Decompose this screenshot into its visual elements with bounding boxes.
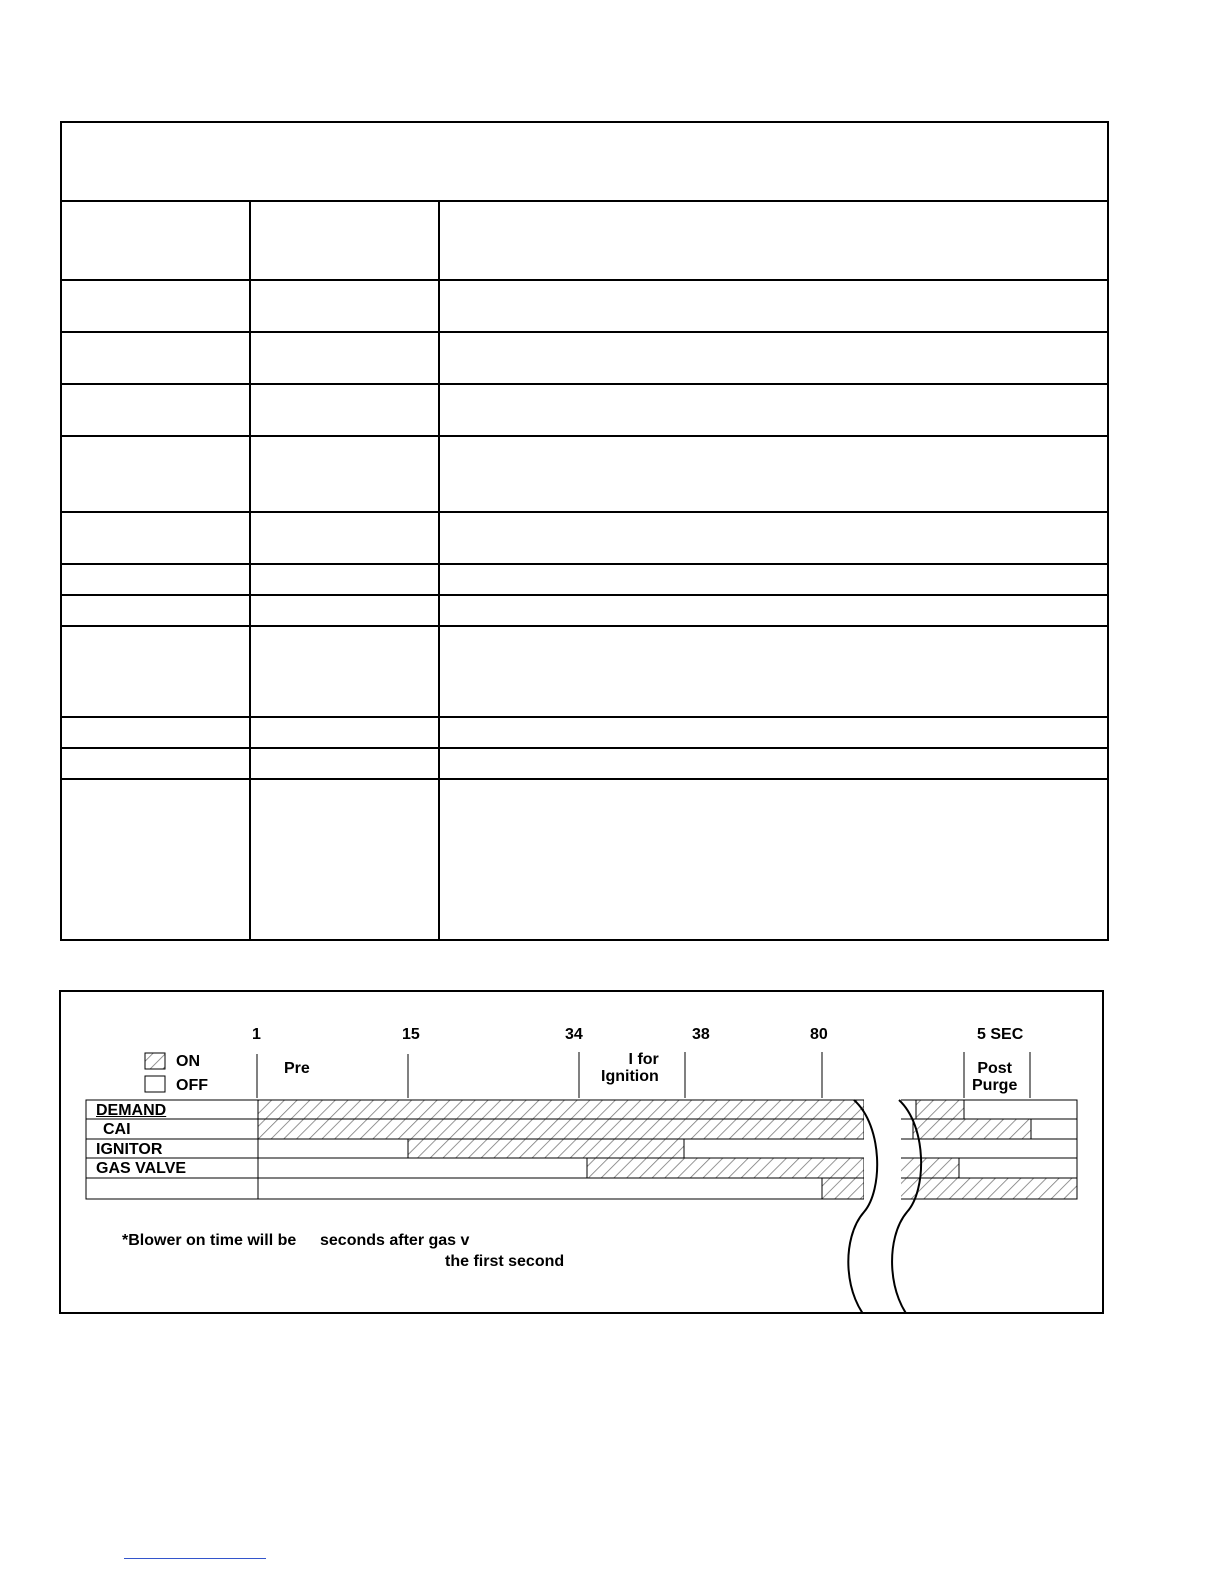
- table-cell: [61, 595, 250, 626]
- phase-trial-label-line1: I for: [628, 1051, 659, 1068]
- table-row: [61, 595, 1108, 626]
- table-cell: [61, 512, 250, 564]
- table-row: [61, 564, 1108, 595]
- table-cell: [439, 626, 1108, 717]
- footer-link-underline[interactable]: [124, 1558, 266, 1559]
- table-cell: [250, 626, 439, 717]
- row-label-demand: DEMAND: [96, 1102, 167, 1119]
- timing-diagram: [59, 990, 1104, 1314]
- table-cell: [61, 332, 250, 384]
- phase-post-purge-line2: Purge: [972, 1077, 1018, 1094]
- table-cell: [61, 564, 250, 595]
- tick-label-5-sec: 5 SEC: [977, 1026, 1024, 1043]
- legend-on-label: ON: [176, 1053, 200, 1070]
- phase-post-purge-label: [972, 1060, 1017, 1094]
- tick-label-1: 1: [252, 1026, 261, 1043]
- phase-trial-label: [601, 1051, 659, 1085]
- table-cell: [250, 512, 439, 564]
- table-row: [61, 201, 1108, 280]
- cai-on-bar: [258, 1119, 864, 1139]
- table-cell: [439, 564, 1108, 595]
- table-cell: [61, 201, 250, 280]
- demand-on-bar-post: [916, 1100, 964, 1119]
- table-row: [61, 280, 1108, 332]
- blower-note-part1: *Blower on time will be: [122, 1232, 297, 1249]
- blower-note-line2: the first second: [445, 1253, 565, 1270]
- table-cell: [439, 280, 1108, 332]
- row-label-ignitor: IGNITOR: [96, 1141, 163, 1158]
- table-cell: [439, 384, 1108, 436]
- gas-valve-on-bar: [587, 1158, 864, 1178]
- table-cell: [250, 436, 439, 512]
- tick-label-34: 34: [565, 1026, 583, 1043]
- table-row: [61, 748, 1108, 779]
- table-cell: [439, 717, 1108, 748]
- table-cell: [250, 332, 439, 384]
- table-cell: [250, 748, 439, 779]
- time-break-gap: [864, 1096, 901, 1204]
- legend-on-swatch: [145, 1053, 165, 1069]
- table-row: [61, 717, 1108, 748]
- row-label-cai: CAI: [103, 1121, 131, 1138]
- table-cell: [439, 595, 1108, 626]
- table-cell: [61, 779, 250, 940]
- table-cell: [439, 201, 1108, 280]
- table-cell: [61, 384, 250, 436]
- phase-post-purge-line1: Post: [977, 1060, 1012, 1077]
- tick-label-15: 15: [402, 1026, 420, 1043]
- legend-off-swatch: [145, 1076, 165, 1092]
- table-cell: [61, 748, 250, 779]
- gas-valve-on-bar-post: [899, 1158, 959, 1178]
- table-cell: [439, 332, 1108, 384]
- tick-label-38: 38: [692, 1026, 710, 1043]
- table-row: [61, 512, 1108, 564]
- table-cell: [250, 717, 439, 748]
- row-label-gas-valve: GAS VALVE: [96, 1160, 187, 1177]
- blower-on-bar: [822, 1178, 864, 1199]
- table-cell: [61, 626, 250, 717]
- table-cell: [61, 280, 250, 332]
- cai-on-bar-post: [913, 1119, 1031, 1139]
- table-cell: [439, 512, 1108, 564]
- ignitor-on-bar: [408, 1139, 684, 1158]
- table-row: [61, 626, 1108, 717]
- table-cell: [250, 779, 439, 940]
- table-cell: [439, 779, 1108, 940]
- spec-table: [60, 121, 1109, 941]
- table-cell: [61, 717, 250, 748]
- phase-pre-purge-label: Pre: [284, 1060, 310, 1077]
- table-row: [61, 436, 1108, 512]
- table-header-cell: [61, 122, 1108, 201]
- tick-label-80: 80: [810, 1026, 828, 1043]
- demand-on-bar: [258, 1100, 864, 1119]
- table-row: [61, 779, 1108, 940]
- table-row: [61, 332, 1108, 384]
- table-cell: [250, 384, 439, 436]
- blower-note-part2: seconds after gas v: [320, 1232, 470, 1249]
- table-row: [61, 384, 1108, 436]
- table-cell: [250, 595, 439, 626]
- legend-off-label: OFF: [176, 1077, 208, 1094]
- table-row: [61, 122, 1108, 201]
- table-cell: [61, 436, 250, 512]
- table-cell: [439, 748, 1108, 779]
- table-cell: [439, 436, 1108, 512]
- table-cell: [250, 201, 439, 280]
- table-cell: [250, 280, 439, 332]
- phase-trial-label-line2: Ignition: [601, 1068, 659, 1085]
- table-cell: [250, 564, 439, 595]
